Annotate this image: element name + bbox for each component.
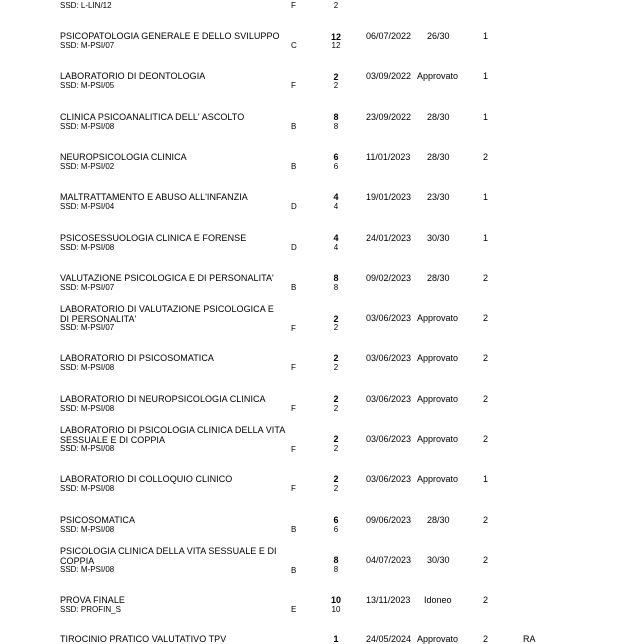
exam-year: 2 (483, 394, 489, 404)
exam-activity-type: F (291, 484, 296, 493)
exam-activity-type: B (291, 283, 297, 292)
exam-activity-type: C (291, 41, 297, 50)
exam-grade: Approvato (417, 313, 459, 323)
exam-year: 2 (483, 515, 489, 525)
exam-cfu: 12 (330, 32, 341, 42)
exam-ssd: SSD: M-PSI/04 (60, 202, 115, 211)
exam-date: 09/02/2023 (366, 273, 412, 283)
exam-year: 2 (483, 313, 489, 323)
exam-name: LABORATORIO DI COLLOQUIO CLINICO (60, 474, 233, 484)
exam-ssd: SSD: M-PSI/05 (60, 81, 115, 90)
exam-cfu: 4 (333, 233, 339, 243)
exam-cfu-detail: 12 (331, 41, 341, 50)
exam-date: 03/06/2023 (366, 353, 412, 363)
exam-activity-type: B (291, 566, 297, 575)
exam-cfu-detail: 4 (333, 243, 339, 252)
exam-date: 03/06/2023 (366, 474, 412, 484)
exam-ssd: SSD: M-PSI/07 (60, 41, 115, 50)
exam-name: PROVA FINALE (60, 595, 125, 605)
exam-cfu: 1 (333, 634, 339, 644)
exam-cfu: 2 (333, 314, 339, 324)
exam-activity-type: F (291, 324, 296, 333)
exam-activity-type: F (291, 81, 296, 90)
exam-cfu-detail: 2 (333, 404, 339, 413)
exam-year: 1 (483, 31, 489, 41)
exam-cfu-detail: 2 (333, 1, 339, 10)
exam-year: 1 (483, 71, 489, 81)
exam-cfu-detail: 8 (333, 565, 339, 574)
exam-grade: Approvato (417, 394, 459, 404)
exam-cfu: 2 (333, 394, 339, 404)
exam-name: MALTRATTAMENTO E ABUSO ALL'INFANZIA (60, 192, 248, 202)
exam-activity-type: F (291, 363, 296, 372)
exam-ssd: SSD: M-PSI/07 (60, 283, 115, 292)
exam-name: NEUROPSICOLOGIA CLINICA (60, 152, 187, 162)
exam-year: 2 (483, 353, 489, 363)
exam-grade: 28/30 (427, 152, 450, 162)
exam-ssd: SSD: M-PSI/08 (60, 444, 115, 453)
exam-grade: 26/30 (427, 31, 450, 41)
exam-year: 2 (483, 273, 489, 283)
exam-date: 03/06/2023 (366, 313, 412, 323)
exam-date: 09/06/2023 (366, 515, 412, 525)
exam-name: LABORATORIO DI PSICOLOGIA CLINICA DELLA VITA SESSUALE E DI COPPIA (60, 425, 285, 445)
exam-cfu-detail: 4 (333, 202, 339, 211)
exam-grade: 28/30 (427, 515, 450, 525)
exam-ssd: SSD: M-PSI/08 (60, 243, 115, 252)
exam-cfu-detail: 2 (333, 444, 339, 453)
exam-grade: Idoneo (424, 595, 452, 605)
exam-name: PSICOLOGIA CLINICA DELLA VITA SESSUALE E DI COPPIA (60, 546, 277, 566)
exam-name: CLINICA PSICOANALITICA DELL' ASCOLTO (60, 112, 245, 122)
exam-ssd: SSD: M-PSI/08 (60, 525, 115, 534)
exam-date: 03/06/2023 (366, 434, 412, 444)
exam-cfu-detail: 6 (333, 162, 339, 171)
exam-cfu: 2 (333, 474, 339, 484)
exam-year: 2 (483, 434, 489, 444)
exam-cfu: 4 (333, 192, 339, 202)
exam-cfu-detail: 2 (333, 81, 339, 90)
exam-grade: Approvato (417, 474, 459, 484)
exam-cfu: 2 (333, 353, 339, 363)
exam-activity-type: B (291, 525, 297, 534)
exam-grade: 30/30 (427, 555, 450, 565)
exam-cfu: 8 (333, 112, 339, 122)
exam-name: PSICOSOMATICA (60, 515, 135, 525)
exam-year: 2 (483, 152, 489, 162)
exam-year: 2 (483, 634, 489, 644)
exam-cfu-detail: 2 (333, 484, 339, 493)
exam-grade: 28/30 (427, 273, 450, 283)
exam-date: 04/07/2023 (366, 555, 412, 565)
exam-cfu-detail: 2 (333, 323, 339, 332)
exam-activity-type: E (291, 605, 297, 614)
exam-activity-type: B (291, 162, 297, 171)
exam-cfu-detail: 2 (333, 363, 339, 372)
exam-ssd: SSD: M-PSI/08 (60, 484, 115, 493)
exam-grade: 23/30 (427, 192, 450, 202)
exam-year: 1 (483, 192, 489, 202)
exam-year: 1 (483, 233, 489, 243)
exam-cfu-detail: 10 (331, 605, 341, 614)
exam-date: 03/06/2023 (366, 394, 412, 404)
exam-name: TIROCINIO PRATICO VALUTATIVO TPV (60, 634, 227, 644)
exam-date: 19/01/2023 (366, 192, 412, 202)
exam-cfu-detail: 8 (333, 283, 339, 292)
exam-extra-code: RA (523, 634, 536, 644)
exam-cfu: 2 (333, 72, 339, 82)
exam-cfu: 2 (333, 434, 339, 444)
exam-name: LABORATORIO DI PSICOSOMATICA (60, 353, 214, 363)
exam-cfu: 8 (333, 273, 339, 283)
exam-date: 06/07/2022 (366, 31, 412, 41)
exam-year: 1 (483, 112, 489, 122)
exam-date: 24/01/2023 (366, 233, 412, 243)
exam-ssd: SSD: M-PSI/08 (60, 363, 115, 372)
exam-ssd: SSD: PROFIN_S (60, 605, 121, 614)
exam-year: 2 (483, 555, 489, 565)
exam-grade: Approvato (417, 634, 459, 644)
exam-activity-type: B (291, 122, 297, 131)
exam-cfu-detail: 6 (333, 525, 339, 534)
exam-grade: Approvato (417, 353, 459, 363)
exam-name: VALUTAZIONE PSICOLOGICA E DI PERSONALITA' (60, 273, 274, 283)
exam-name: PSICOSESSUOLOGIA CLINICA E FORENSE (60, 233, 247, 243)
exam-date: 03/09/2022 (366, 71, 412, 81)
exam-date: 13/11/2023 (366, 595, 411, 605)
exam-name: PSICOPATOLOGIA GENERALE E DELLO SVILUPPO (60, 31, 280, 41)
exam-ssd: SSD: M-PSI/07 (60, 323, 115, 332)
exam-date: 24/05/2024 (366, 634, 412, 644)
exam-ssd: SSD: M-PSI/08 (60, 122, 115, 131)
exam-name: LABORATORIO DI NEUROPSICOLOGIA CLINICA (60, 394, 266, 404)
exam-cfu: 10 (330, 595, 341, 605)
exam-ssd: SSD: M-PSI/08 (60, 565, 115, 574)
exam-activity-type: D (291, 243, 297, 252)
exam-grade: 28/30 (427, 112, 450, 122)
exam-date: 23/09/2022 (366, 112, 412, 122)
exam-name: LABORATORIO DI DEONTOLOGIA (60, 71, 206, 81)
exam-cfu: 6 (333, 152, 339, 162)
exam-activity-type: D (291, 202, 297, 211)
exam-year: 2 (483, 595, 489, 605)
exam-name: LABORATORIO DI VALUTAZIONE PSICOLOGICA E DI PERSONALITA' (60, 304, 274, 324)
exam-activity-type: F (291, 1, 296, 10)
exam-ssd: SSD: L-LIN/12 (60, 1, 112, 10)
exam-year: 1 (483, 474, 489, 484)
exam-cfu: 6 (333, 515, 339, 525)
exam-date: 11/01/2023 (366, 152, 411, 162)
exam-activity-type: F (291, 445, 296, 454)
exam-grade: Approvato (417, 434, 459, 444)
exam-cfu: 8 (333, 555, 339, 565)
exam-grade: Approvato (417, 71, 459, 81)
exam-grade: 30/30 (427, 233, 450, 243)
exam-ssd: SSD: M-PSI/08 (60, 404, 115, 413)
exam-cfu-detail: 8 (333, 122, 339, 131)
exam-ssd: SSD: M-PSI/02 (60, 162, 115, 171)
exam-activity-type: F (291, 404, 296, 413)
